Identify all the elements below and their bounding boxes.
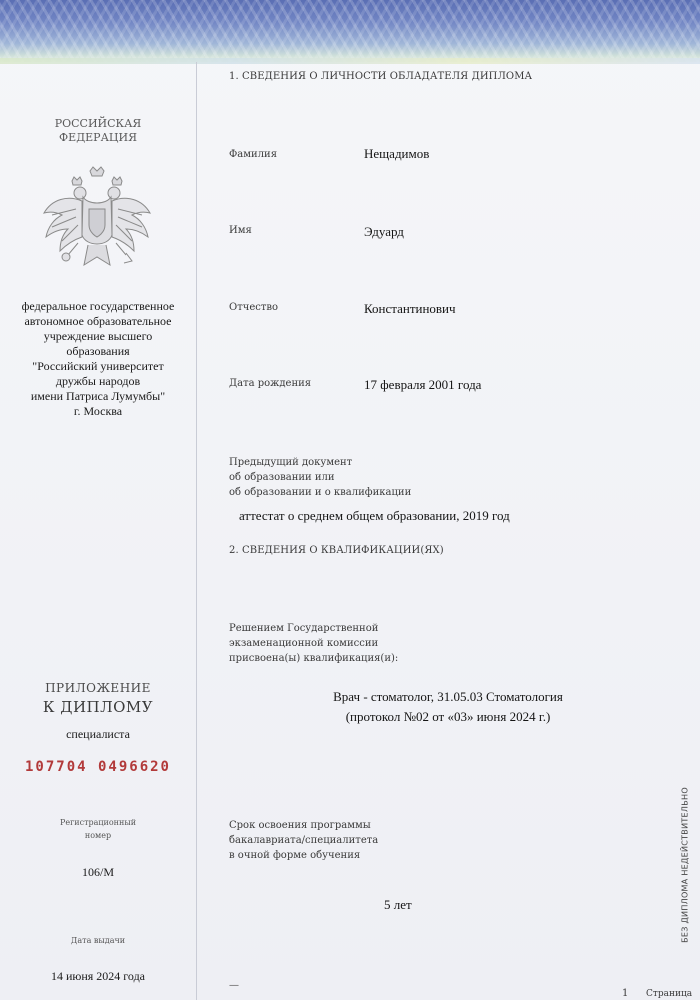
previous-document-value: аттестат о среднем общем образовании, 2019 год [239,508,510,523]
registration-label [0,816,196,842]
institution-line: г. Москва [73,404,123,418]
commission-decision-label-line: присвоена(ы) квалификация(и): [229,653,399,664]
surname-value: Нещадимов [364,146,430,161]
institution-line: дружбы народов [55,374,141,388]
institution-line: имени Патриса Лумумбы" [30,389,166,403]
issue-date: 14 июня 2024 года [50,969,146,983]
country-line-1: РОССИЙСКАЯ [54,117,142,130]
validity-note-text: БЕЗ ДИПЛОМА НЕДЕЙСТВИТЕЛЬНО [680,787,690,943]
validity-note-vertical [678,770,692,960]
column-divider [196,62,197,1000]
country-name [0,117,196,145]
commission-decision-label-line: Решением Государственной [229,623,379,634]
registration-number: 106/М [81,865,114,879]
protocol-value: (протокол №02 от «03» июня 2024 г.) [345,709,551,724]
birth-date-label: Дата рождения [229,378,312,389]
page-label: Страница [646,989,693,999]
commission-decision-label-line: экзаменационной комиссии [229,638,379,649]
serial-number: 107704 0496620 [24,759,171,775]
commission-decision-label [229,621,398,666]
previous-document-label-line: Предыдущий документ [229,457,353,468]
surname-label: Фамилия [229,149,278,160]
section-1-heading: 1. СВЕДЕНИЯ О ЛИЧНОСТИ ОБЛАДАТЕЛЯ ДИПЛОМА [229,71,533,82]
name-value: Эдуард [364,224,404,239]
qualification-value: Врач - стоматолог, 31.05.03 Стоматология [333,689,563,704]
birth-date-value: 17 февраля 2001 года [364,377,482,392]
name-label: Имя [229,225,252,236]
patronymic-value: Константинович [364,301,456,316]
study-term-label-line: бакалавриата/специалитета [229,835,379,846]
previous-document-label [229,455,411,500]
institution-line: образования [66,344,130,358]
qualification-level: специалиста [66,727,130,741]
coat-of-arms-icon [38,165,156,273]
study-term-label [229,818,378,863]
issue-date-label: Дата выдачи [70,936,126,945]
study-term-value: 5 лет [384,897,412,912]
institution-line: учреждение высшего [43,329,153,343]
decorative-band-edge [0,58,700,64]
appendix-title-line-2: К ДИПЛОМУ [42,698,154,716]
appendix-title-line-1: ПРИЛОЖЕНИЕ [45,681,151,695]
previous-document-label-line: об образовании и о квалификации [229,487,412,498]
study-term-label-line: в очной форме обучения [229,850,361,861]
registration-label-line: Регистрационный [59,818,137,827]
institution-line: автономное образовательное [24,314,172,328]
page-number: 1 [622,988,629,999]
study-term-label-line: Срок освоения программы [229,820,371,831]
section-2-heading: 2. СВЕДЕНИЯ О КВАЛИФИКАЦИИ(ЯХ) [229,545,444,556]
institution-line: "Российский университет [32,359,164,373]
institution-line: федеральное государственное [21,299,175,313]
registration-label-line: номер [84,831,112,840]
patronymic-label: Отчество [229,302,279,313]
previous-document-label-line: об образовании или [229,472,335,483]
institution-name [0,299,196,419]
country-line-2: ФЕДЕРАЦИЯ [59,131,137,144]
decorative-guilloche-band [0,0,700,62]
footer-dash: — [229,980,239,991]
